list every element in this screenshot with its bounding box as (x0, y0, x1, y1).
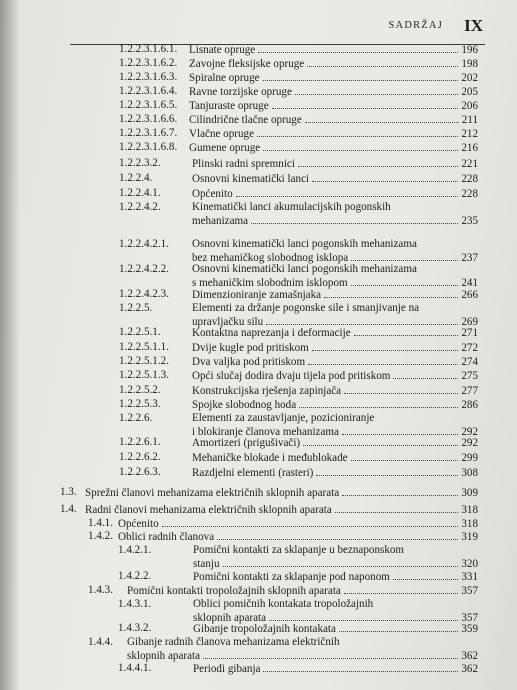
section-number: 1.2.2.3.1.6.4. (119, 85, 178, 97)
toc-entry (0, 398, 517, 413)
section-number: 1.2.2.5.1.3. (119, 369, 169, 381)
section-number: 1.2.2.5.1.2. (119, 355, 169, 367)
toc-entry (0, 141, 517, 156)
section-title: Gumene opruge (189, 142, 261, 154)
section-title: upravljačku silu (192, 315, 264, 328)
dot-leader (263, 71, 459, 81)
page-ref: 318 (461, 518, 478, 530)
page-ref: 228 (461, 173, 478, 185)
section-number: 1.4.3. (88, 584, 113, 596)
section-number: 1.2.2.5. (119, 302, 153, 314)
toc-entry (0, 85, 517, 100)
section-number: 1.2.2.4.1. (119, 187, 161, 199)
section-number: 1.2.2.4.2. (119, 201, 161, 213)
section-title: Zavojne fleksijske opruge (189, 58, 305, 70)
section-title: Amortizeri (prigušivači) (192, 437, 301, 449)
page-ref: 277 (461, 385, 478, 397)
section-number: 1.2.2.3.2. (119, 157, 161, 169)
section-title: Kinematički lanci akumulacijskih pogonskih (192, 201, 391, 213)
page-ref: 198 (461, 58, 478, 70)
section-number: 1.4.2.1. (118, 544, 152, 556)
header-label: SADRŽAJ (388, 20, 443, 31)
section-number: 1.4.4.1. (118, 662, 152, 674)
section-number: 1.2.2.4.2.1. (119, 238, 169, 250)
toc-entry (0, 71, 517, 86)
section-number: 1.4.2. (88, 530, 113, 542)
section-title: mehanizama (192, 214, 249, 227)
dot-leader (351, 276, 459, 286)
dot-leader (342, 425, 458, 435)
page-ref: 320 (461, 557, 478, 570)
dot-leader (351, 451, 459, 461)
section-number: 1.4.3.1. (118, 598, 152, 610)
section-title: Lisnate opruge (189, 44, 256, 56)
section-number: 1.4.2.2. (118, 570, 152, 582)
section-title: Opći slučaj dodira dvaju tijela pod pritiskom (192, 370, 391, 382)
section-number: 1.4. (60, 503, 77, 515)
dot-leader (223, 557, 459, 567)
section-title: Pomični kontakti za sklapanje pod naponom (193, 571, 390, 583)
section-title: Oblici pomičnih kontakata tropoložajnih (193, 598, 374, 610)
page-ref: 269 (461, 315, 478, 328)
section-title: Periodi gibanja (193, 663, 261, 675)
section-number: 1.2.2.3.1.6.7. (119, 127, 178, 139)
page-ref: 362 (461, 649, 478, 662)
section-title: Plinski radni spremnici (192, 158, 295, 170)
section-number: 1.2.2.3.1.6.6. (119, 113, 178, 125)
page-ref: 196 (461, 44, 478, 56)
page-ref: 206 (461, 100, 478, 112)
toc-entry (0, 43, 517, 58)
toc-entry (0, 238, 517, 265)
toc-entry (0, 326, 517, 341)
toc-entry (0, 288, 517, 303)
section-title: Elementi za držanje pogonske sile i smanjivanje na (192, 302, 420, 314)
section-title: Elementi za zaustavljanje, pozicioniranje (192, 412, 375, 424)
page-ref: 274 (461, 356, 478, 368)
dot-leader (269, 611, 458, 621)
dot-leader (324, 288, 458, 298)
section-title: Tanjuraste opruge (189, 100, 269, 112)
page-ref: 357 (461, 611, 478, 624)
section-title: s mehaničkim slobodnim isklopom (192, 276, 348, 289)
section-title: Gibanje tropoložajnih kontakata (193, 623, 336, 635)
section-title: Mehaničke blokade i međublokade (192, 452, 348, 464)
section-number: 1.2.2.4.2.2. (119, 263, 169, 275)
section-number: 1.2.2.6.2. (119, 451, 161, 463)
page-ref: 202 (461, 72, 478, 84)
page-ref: 308 (461, 467, 478, 479)
section-number: 1.2.2.3.1.6.5. (119, 99, 178, 111)
toc-entry (0, 201, 517, 228)
toc-entry (0, 466, 517, 481)
section-number: 1.2.2.4.2.3. (119, 288, 169, 300)
section-number: 1.2.2.6.1. (119, 436, 161, 448)
section-title: Osnovni kinematički lanci pogonskih mehanizama (192, 263, 417, 275)
section-title: Razdjelni elementi (rasteri) (192, 467, 314, 479)
page-ref: 212 (461, 128, 478, 140)
section-number: 1.2.2.5.3. (119, 398, 161, 410)
page-ref: 359 (461, 623, 478, 635)
dot-leader (272, 99, 459, 109)
page-ref: 266 (461, 289, 478, 301)
section-title: Osnovni kinematički lanci pogonskih mehanizama (192, 238, 417, 250)
dot-leader (316, 466, 458, 476)
dot-leader (339, 622, 458, 632)
dot-leader (295, 85, 458, 95)
section-number: 1.4.1. (88, 517, 113, 529)
section-number: 1.4.4. (88, 636, 113, 648)
section-title: i blokiranje članova mehanizama (192, 425, 339, 438)
section-title: Dva valjka pod pritiskom (192, 356, 306, 368)
section-title: Osnovni kinematički lanci (192, 173, 310, 185)
page-ref: 286 (461, 399, 478, 411)
section-title: Općenito (192, 188, 233, 200)
toc-entry (0, 369, 517, 384)
section-title: Pomični kontakti za sklapanje u beznaponskom (193, 544, 405, 556)
toc-entry (0, 99, 517, 114)
page-ref: 216 (461, 142, 478, 154)
section-title: Vlačne opruge (189, 128, 254, 140)
dot-leader (354, 326, 459, 336)
page-ref: 211 (461, 114, 478, 126)
section-title: Kontaktna naprezanja i deformacije (192, 327, 351, 339)
dot-leader (236, 187, 459, 197)
dot-leader (217, 530, 458, 540)
section-number: 1.2.2.4. (119, 172, 153, 184)
section-title: Sprežni članovi mehanizama električnih sklopnih aparata (85, 487, 340, 499)
section-title: Spiralne opruge (189, 72, 260, 84)
page-ref: 362 (461, 663, 478, 675)
toc-entry (0, 172, 517, 187)
dot-leader (266, 315, 458, 325)
dot-leader (342, 486, 458, 496)
dot-leader (299, 398, 458, 408)
toc-entry (0, 451, 517, 466)
page-ref: 319 (461, 531, 478, 543)
section-number: 1.4.3.2. (118, 622, 152, 634)
page-ref: 331 (461, 571, 478, 583)
toc-entry (0, 544, 517, 571)
section-title: Konstrukcijska rješenja zapinjača (192, 385, 342, 397)
section-number: 1.2.2.3.1.6.2. (119, 57, 178, 69)
toc-entry (0, 584, 517, 599)
page-ref: 235 (461, 214, 478, 227)
dot-leader (312, 172, 458, 182)
dot-leader (203, 649, 458, 659)
toc-entry (0, 127, 517, 142)
page-ref: 272 (461, 342, 478, 354)
toc-entry (0, 341, 517, 356)
section-number: 1.2.2.5.1. (119, 326, 161, 338)
toc-entry (0, 113, 517, 128)
page-ref: 241 (461, 276, 478, 289)
section-title: Općenito (118, 518, 159, 530)
toc-entry (0, 187, 517, 202)
dot-leader (305, 113, 459, 123)
section-number: 1.2.2.5.2. (119, 384, 161, 396)
page-ref: 292 (461, 437, 478, 449)
page-ref: 237 (461, 251, 478, 264)
page-ref: 357 (461, 585, 478, 597)
dot-leader (308, 355, 458, 365)
section-number: 1.2.2.3.1.6.8. (119, 141, 178, 153)
toc-entry (0, 486, 517, 501)
toc-entry (0, 530, 517, 545)
page-ref: 275 (461, 370, 478, 382)
toc-entry (0, 263, 517, 290)
page-ref: 271 (461, 327, 478, 339)
section-title: Dvije kugle pod pritiskom (192, 342, 309, 354)
dot-leader (298, 157, 458, 167)
toc-entry (0, 622, 517, 637)
dot-leader (257, 127, 458, 137)
dot-leader (303, 436, 458, 446)
section-title: Gibanje radnih članova mehanizama električnih (127, 636, 340, 648)
section-title: Ravne torzijske opruge (189, 86, 292, 98)
dot-leader (393, 369, 458, 379)
dot-leader (162, 517, 459, 527)
toc-entry (0, 636, 517, 663)
section-number: 1.2.2.3.1.6.3. (119, 71, 178, 83)
page-ref: 205 (461, 86, 478, 98)
toc-entry (0, 355, 517, 370)
toc-entry (0, 436, 517, 451)
section-number: 1.3. (60, 486, 77, 498)
page-ref: 228 (461, 188, 478, 200)
dot-leader (263, 662, 458, 672)
section-number: 1.2.2.6. (119, 412, 153, 424)
section-title: sklopnih aparata (193, 611, 267, 624)
section-title: Pomični kontakti tropoložajnih sklopnih aparata (127, 585, 341, 597)
page-number: IX (464, 16, 483, 35)
section-title: Radni članovi mehanizama električnih sklopnih aparata (85, 504, 332, 516)
section-title: sklopnih aparata (127, 649, 201, 662)
dot-leader (312, 341, 459, 351)
section-title: Spojke slobodnog hoda (192, 399, 297, 411)
toc-entry (0, 503, 517, 518)
toc-entry (0, 662, 517, 677)
section-number: 1.2.2.6.3. (119, 466, 161, 478)
dot-leader (335, 503, 459, 513)
section-title: Dimenzioniranje zamašnjaka (192, 289, 322, 301)
section-number: 1.2.2.5.1.1. (119, 341, 169, 353)
toc-entry (0, 570, 517, 585)
dot-leader (263, 141, 458, 151)
dot-leader (351, 251, 458, 261)
section-title: stanju (193, 557, 220, 570)
dot-leader (258, 43, 458, 53)
dot-leader (251, 214, 458, 224)
dot-leader (344, 584, 459, 594)
section-number: 1.2.2.3.1.6.1. (119, 43, 178, 55)
section-title: bez mehaničkog slobodnog isklopa (192, 251, 349, 264)
dot-leader (393, 570, 458, 580)
toc-entry (0, 57, 517, 72)
page-ref: 309 (461, 487, 478, 499)
page-ref: 221 (461, 158, 478, 170)
page-ref: 299 (461, 452, 478, 464)
dot-leader (307, 57, 458, 67)
page-ref: 318 (461, 504, 478, 516)
page-ref: 292 (461, 425, 478, 438)
toc-entry (0, 157, 517, 172)
toc-entry (0, 384, 517, 399)
section-title: Cilindrične tlačne opruge (189, 114, 302, 126)
dot-leader (344, 384, 458, 394)
section-title: Oblici radnih članova (118, 531, 215, 543)
